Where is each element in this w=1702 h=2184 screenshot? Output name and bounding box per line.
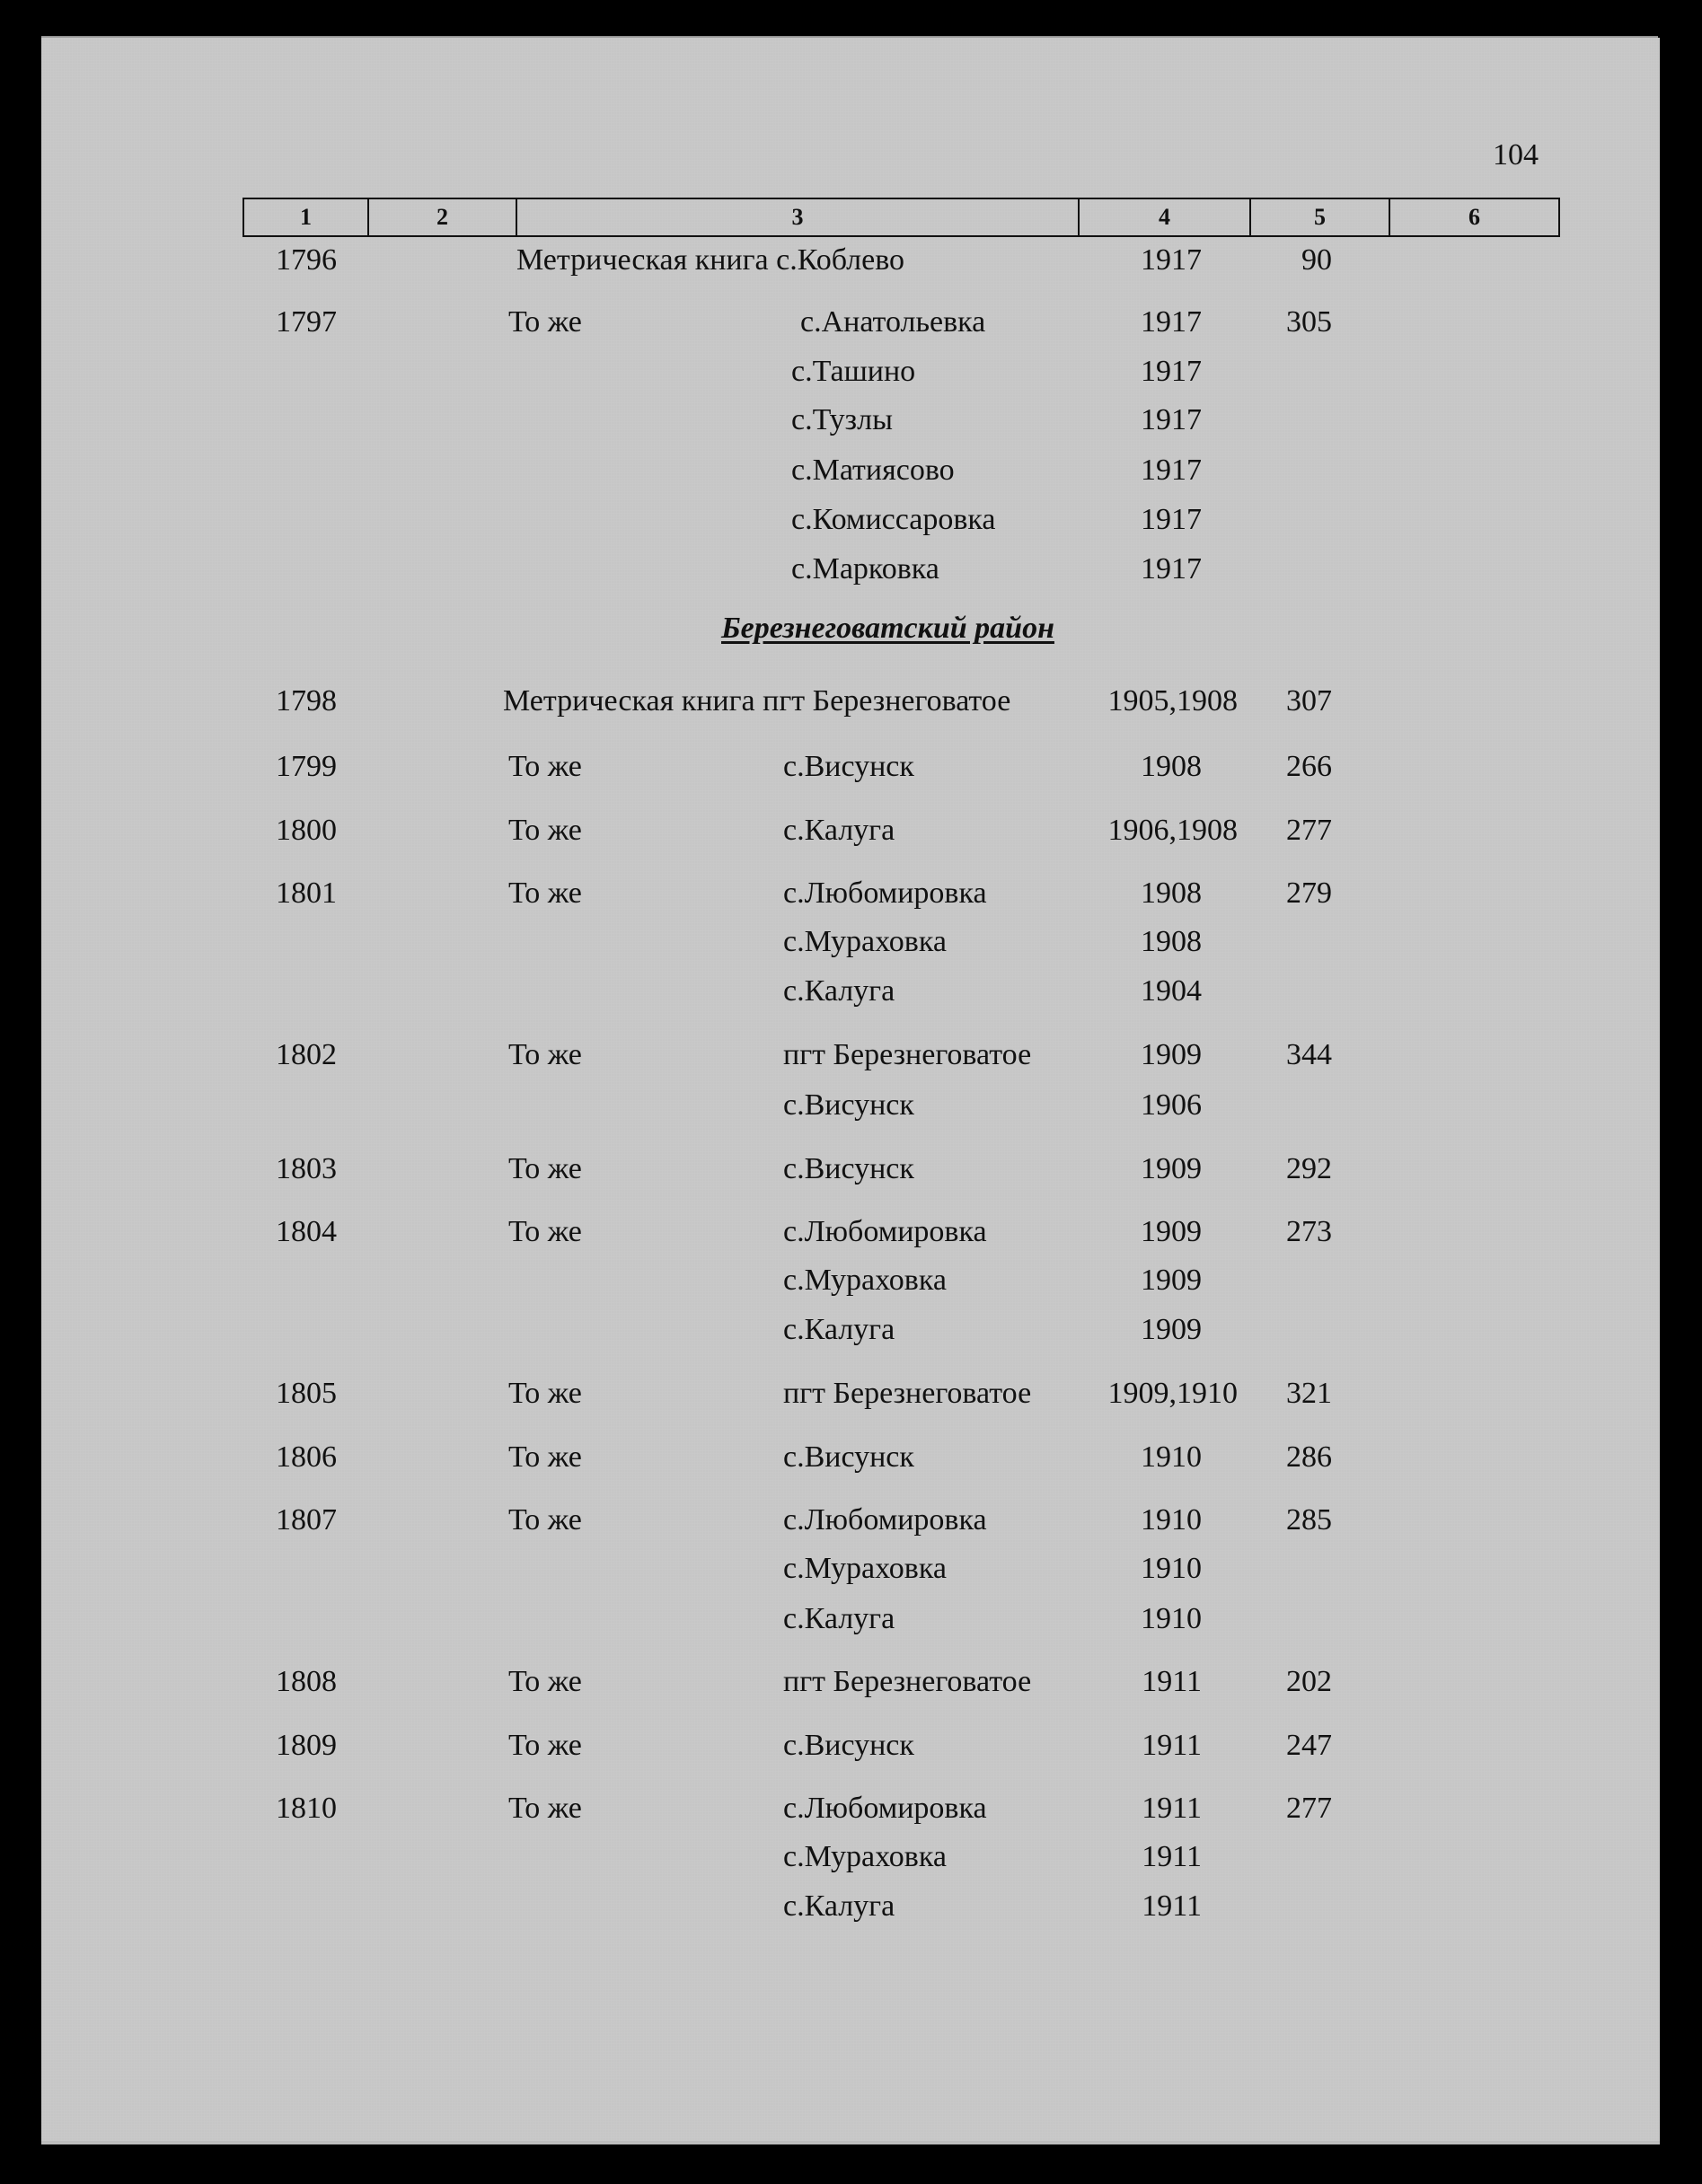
row-number: 1810 xyxy=(276,1792,337,1825)
row-place: с.Марковка xyxy=(791,552,939,586)
row-number: 1804 xyxy=(276,1215,337,1248)
row-title: То же xyxy=(508,1729,582,1762)
row-place: пгт Березнеговатое xyxy=(783,1665,1032,1698)
row-title: То же xyxy=(508,876,582,910)
row-year: 1905,1908 xyxy=(1107,684,1238,718)
row-year: 1910 xyxy=(1141,1440,1202,1474)
row-place: с.Мураховка xyxy=(783,1552,947,1585)
row-title: То же xyxy=(508,1665,582,1698)
row-place: с.Висунск xyxy=(783,1152,914,1185)
row-title: То же xyxy=(508,1152,582,1185)
row-title: То же xyxy=(508,1215,582,1248)
row-year: 1917 xyxy=(1141,243,1202,277)
row-year: 1910 xyxy=(1141,1602,1202,1635)
row-place: с.Любомировка xyxy=(783,1215,987,1248)
row-place: с.Любомировка xyxy=(783,1503,987,1537)
row-count: 307 xyxy=(1286,684,1332,718)
row-place: с.Матиясово xyxy=(791,454,955,487)
row-count: 279 xyxy=(1286,876,1332,910)
row-number: 1807 xyxy=(276,1503,337,1537)
row-place: с.Висунск xyxy=(783,1088,914,1122)
row-year: 1911 xyxy=(1142,1665,1202,1698)
column-header-3: 3 xyxy=(517,199,1080,235)
row-place: с.Калуга xyxy=(783,1602,895,1635)
row-place: с.Висунск xyxy=(783,1729,914,1762)
row-year: 1911 xyxy=(1142,1729,1202,1762)
row-year: 1906,1908 xyxy=(1107,814,1238,847)
column-header-5: 5 xyxy=(1251,199,1390,235)
row-number: 1799 xyxy=(276,750,337,783)
row-count: 344 xyxy=(1286,1038,1332,1071)
row-year: 1906 xyxy=(1141,1088,1202,1122)
row-count: 321 xyxy=(1286,1377,1332,1410)
row-year: 1917 xyxy=(1141,503,1202,536)
row-year: 1911 xyxy=(1142,1792,1202,1825)
row-title: То же xyxy=(508,1792,582,1825)
row-count: 305 xyxy=(1286,305,1332,339)
row-number: 1797 xyxy=(276,305,337,339)
row-year: 1909,1910 xyxy=(1107,1377,1238,1410)
row-place: с.Мураховка xyxy=(783,1840,947,1873)
column-header-2: 2 xyxy=(369,199,517,235)
row-place: пгт Березнеговатое xyxy=(783,1038,1032,1071)
row-place: с.Висунск xyxy=(783,1440,914,1474)
row-number: 1808 xyxy=(276,1665,337,1698)
row-title: То же xyxy=(508,305,582,339)
row-year: 1917 xyxy=(1141,552,1202,586)
row-count: 277 xyxy=(1286,814,1332,847)
row-year: 1911 xyxy=(1142,1840,1202,1873)
row-year: 1910 xyxy=(1141,1503,1202,1537)
row-place: с.Любомировка xyxy=(783,876,987,910)
row-number: 1803 xyxy=(276,1152,337,1185)
row-number: 1806 xyxy=(276,1440,337,1474)
row-year: 1917 xyxy=(1141,403,1202,436)
row-number: 1801 xyxy=(276,876,337,910)
row-place: с.Калуга xyxy=(783,1889,895,1923)
row-number: 1796 xyxy=(276,243,337,277)
row-title: То же xyxy=(508,1377,582,1410)
row-count: 273 xyxy=(1286,1215,1332,1248)
row-number: 1798 xyxy=(276,684,337,718)
row-place: с.Калуга xyxy=(783,974,895,1008)
column-header-1: 1 xyxy=(244,199,369,235)
column-header-6: 6 xyxy=(1468,204,1480,230)
row-place: с.Ташино xyxy=(791,355,916,388)
row-number: 1800 xyxy=(276,814,337,847)
row-place: пгт Березнеговатое xyxy=(783,1377,1032,1410)
row-year: 1909 xyxy=(1141,1215,1202,1248)
row-place: с.Анатольевка xyxy=(800,305,986,339)
row-place: с.Тузлы xyxy=(791,403,893,436)
row-year: 1917 xyxy=(1141,305,1202,339)
row-title: То же xyxy=(508,1440,582,1474)
row-title: То же xyxy=(508,1503,582,1537)
row-title: То же xyxy=(508,1038,582,1071)
row-number: 1805 xyxy=(276,1377,337,1410)
row-year: 1909 xyxy=(1141,1038,1202,1071)
row-number: 1809 xyxy=(276,1729,337,1762)
row-place: с.Комиссаровка xyxy=(791,503,996,536)
row-year: 1909 xyxy=(1141,1152,1202,1185)
row-title: Метрическая книга с.Коблево xyxy=(516,243,905,277)
row-place: с.Любомировка xyxy=(783,1792,987,1825)
row-place: с.Мураховка xyxy=(783,1264,947,1297)
row-year: 1917 xyxy=(1141,454,1202,487)
row-count: 266 xyxy=(1286,750,1332,783)
row-count: 202 xyxy=(1286,1665,1332,1698)
row-number: 1802 xyxy=(276,1038,337,1071)
section-heading: Березнеговатский район xyxy=(721,612,1054,645)
row-year: 1909 xyxy=(1141,1264,1202,1297)
row-title: Метрическая книга пгт Березнеговатое xyxy=(503,684,1011,718)
row-year: 1908 xyxy=(1141,876,1202,910)
row-place: с.Калуга xyxy=(783,814,895,847)
row-year: 1904 xyxy=(1141,974,1202,1008)
row-title: То же xyxy=(508,814,582,847)
row-year: 1908 xyxy=(1141,925,1202,958)
row-title: То же xyxy=(508,750,582,783)
row-year: 1909 xyxy=(1141,1313,1202,1346)
row-count: 247 xyxy=(1286,1729,1332,1762)
row-count: 292 xyxy=(1286,1152,1332,1185)
row-year: 1910 xyxy=(1141,1552,1202,1585)
column-header-4: 4 xyxy=(1080,199,1251,235)
page-number: 104 xyxy=(1493,138,1539,172)
row-year: 1908 xyxy=(1141,750,1202,783)
row-place: с.Висунск xyxy=(783,750,914,783)
row-place: с.Мураховка xyxy=(783,925,947,958)
row-count: 90 xyxy=(1301,243,1332,277)
column-header-table xyxy=(243,198,1560,237)
row-count: 277 xyxy=(1286,1792,1332,1825)
row-place: с.Калуга xyxy=(783,1313,895,1346)
row-count: 286 xyxy=(1286,1440,1332,1474)
row-count: 285 xyxy=(1286,1503,1332,1537)
page-bottom-edge xyxy=(41,2141,1660,2144)
row-year: 1917 xyxy=(1141,355,1202,388)
row-year: 1911 xyxy=(1142,1889,1202,1923)
